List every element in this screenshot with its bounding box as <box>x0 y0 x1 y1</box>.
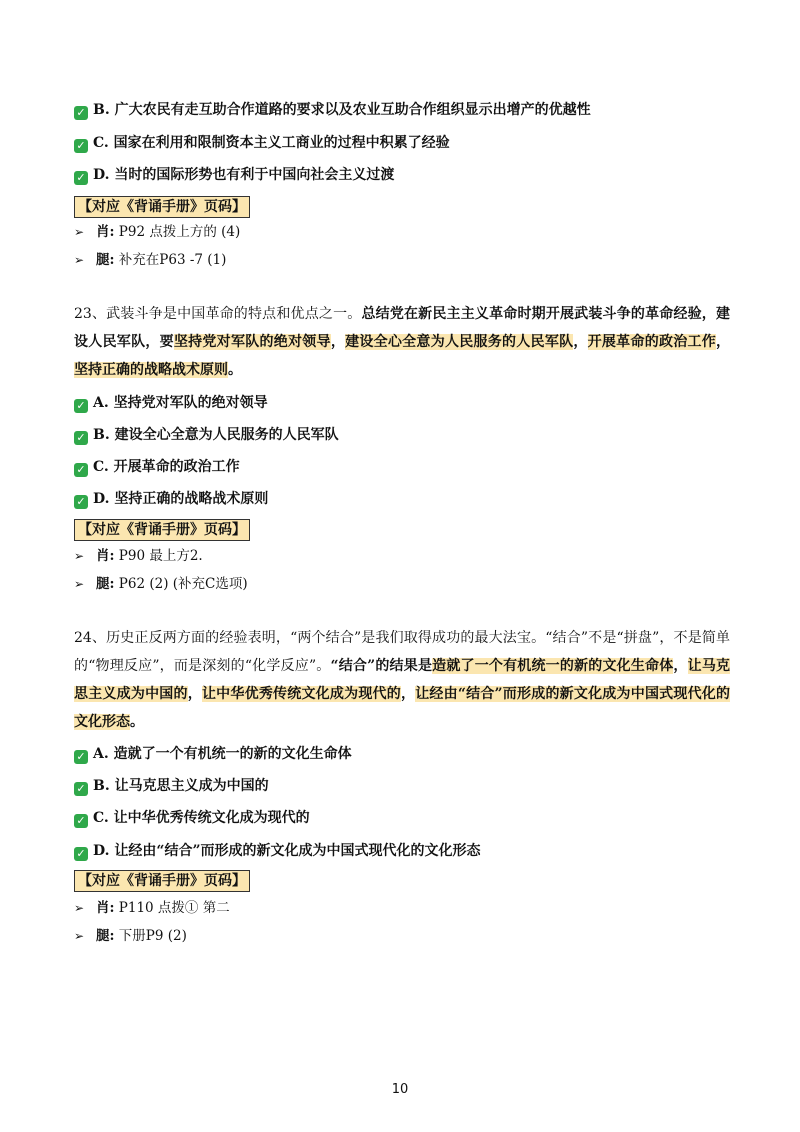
option-q24-a: ✓ A. 造就了一个有机统一的新的文化生命体 <box>74 744 352 764</box>
question-23-stem: 23、武装斗争是中国革命的特点和优点之一。总结党在新民主主义革命时期开展武装斗争的革命经验，建设人民军队，要坚持党对军队的绝对领导，建设全心全意为人民服务的人民军队，开展革命的政治工作，坚持正确的战略战术原则。 <box>74 306 731 378</box>
note-q22-2: ➢ 腿: 补充在P63 -7 (1) <box>74 252 227 268</box>
ref-label-q23: 【对应《背诵手册》页码】 <box>74 519 250 541</box>
page-number: 10 <box>391 1082 409 1097</box>
option-q24-d: ✓ D. 让经由“结合”而形成的新文化成为中国式现代化的文化形态 <box>74 841 481 861</box>
arrow-bullet-icon: ➢ <box>74 225 85 239</box>
question-24-stem: 24、历史正反两方面的经验表明，“两个结合”是我们取得成功的最大法宝。“结合”不是“拼盘”，不是简单的“物理反应”，而是深刻的“化学反应”。“结合”的结果是造就了一个有机统一的新的文化生命体，让马克思主义成为中国的，让中华优秀传统文化成为现代的，让经由“结合”而形成的新文化成为中国式现代化的文化形态。 <box>74 630 731 730</box>
arrow-bullet-icon: ➢ <box>74 253 85 267</box>
option-q22-d: ✓ D. 当时的国际形势也有利于中国向社会主义过渡 <box>74 165 394 185</box>
check-mark-icon: ✓ <box>74 847 88 861</box>
check-mark-icon: ✓ <box>74 463 88 477</box>
arrow-bullet-icon: ➢ <box>74 549 85 563</box>
note-q22-1: ➢ 肖: P92 点拨上方的 (4) <box>74 224 241 240</box>
option-q22-b: ✓ B. 广大农民有走互助合作道路的要求以及农业互助合作组织显示出增产的优越性 <box>74 100 591 120</box>
check-mark-icon: ✓ <box>74 782 88 796</box>
option-q23-a: ✓ A. 坚持党对军队的绝对领导 <box>74 393 268 413</box>
note-q24-1: ➢ 肖: P110 点拨① 第二 <box>74 900 230 916</box>
option-q23-d: ✓ D. 坚持正确的战略战术原则 <box>74 489 268 509</box>
note-q24-2: ➢ 腿: 下册P9 (2) <box>74 928 187 944</box>
check-mark-icon: ✓ <box>74 750 88 764</box>
option-q24-b: ✓ B. 让马克思主义成为中国的 <box>74 776 269 796</box>
check-mark-icon: ✓ <box>74 139 88 153</box>
arrow-bullet-icon: ➢ <box>74 929 85 943</box>
option-q23-b: ✓ B. 建设全心全意为人民服务的人民军队 <box>74 425 339 445</box>
option-q24-c: ✓ C. 让中华优秀传统文化成为现代的 <box>74 808 310 828</box>
ref-label-q24: 【对应《背诵手册》页码】 <box>74 870 250 892</box>
option-q22-c: ✓ C. 国家在利用和限制资本主义工商业的过程中积累了经验 <box>74 133 450 153</box>
option-q23-c: ✓ C. 开展革命的政治工作 <box>74 457 240 477</box>
arrow-bullet-icon: ➢ <box>74 901 85 915</box>
check-mark-icon: ✓ <box>74 495 88 509</box>
arrow-bullet-icon: ➢ <box>74 577 85 591</box>
note-q23-1: ➢ 肖: P90 最上方2. <box>74 548 203 564</box>
check-mark-icon: ✓ <box>74 814 88 828</box>
check-mark-icon: ✓ <box>74 171 88 185</box>
check-mark-icon: ✓ <box>74 106 88 120</box>
check-mark-icon: ✓ <box>74 399 88 413</box>
ref-label-q22: 【对应《背诵手册》页码】 <box>74 196 250 218</box>
check-mark-icon: ✓ <box>74 431 88 445</box>
note-q23-2: ➢ 腿: P62 (2) (补充C选项) <box>74 576 248 592</box>
